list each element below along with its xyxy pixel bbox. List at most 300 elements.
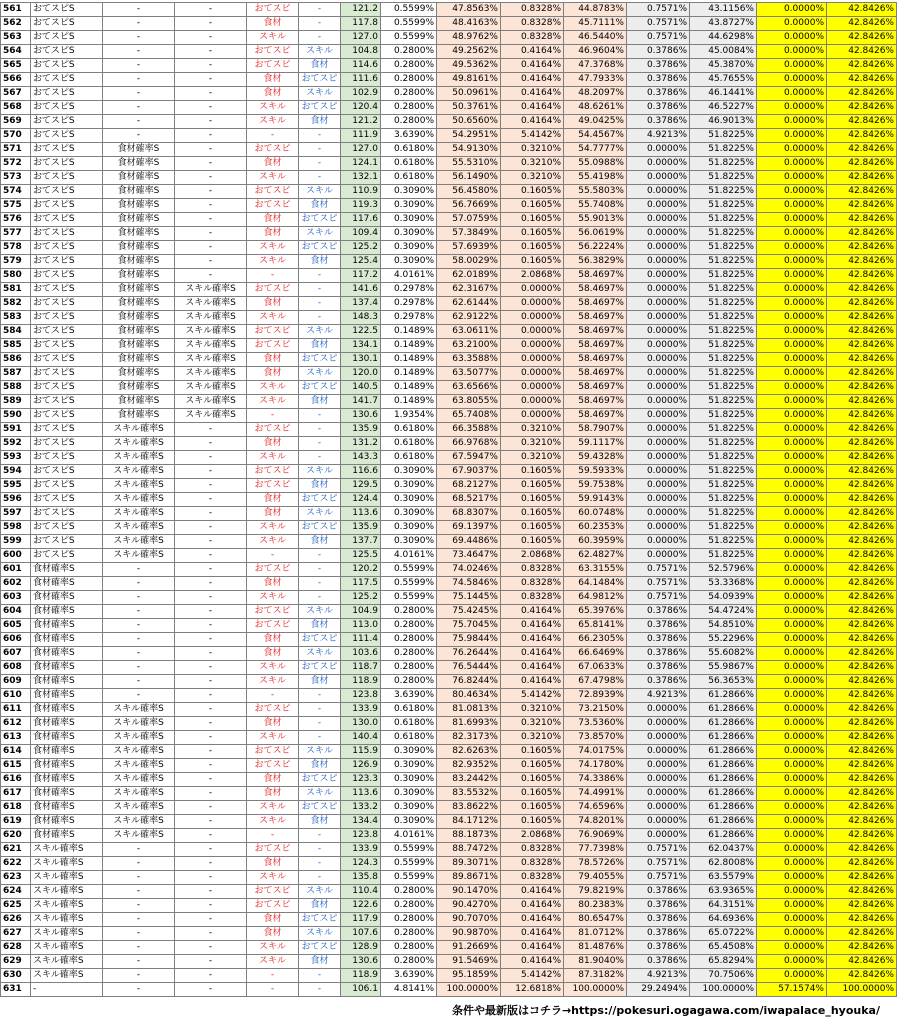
sub-skill-2-cell: 食材確率S [103, 325, 175, 339]
probability-4-cell: 0.0000% [757, 115, 827, 129]
probability-1-cell: 0.5599% [381, 31, 437, 45]
cumulative-3-cell: 61.2866% [690, 787, 757, 801]
cumulative-2-cell: 55.7408% [564, 199, 627, 213]
probability-3-cell: 0.0000% [627, 339, 690, 353]
table-row [1, 395, 897, 409]
cumulative-2-cell: 66.2305% [564, 633, 627, 647]
probability-4-cell: 0.0000% [757, 885, 827, 899]
probability-1-cell: 0.1489% [381, 395, 437, 409]
cumulative-1-cell: 89.3071% [437, 857, 501, 871]
sub-skill-2-cell: スキル確率S [103, 549, 175, 563]
probability-1-cell: 4.0161% [381, 829, 437, 843]
probability-4-cell: 0.0000% [757, 241, 827, 255]
nature-up-cell: おてスピ [247, 3, 299, 17]
strength-value-cell: 125.5 [341, 549, 381, 563]
probability-3-cell: 0.7571% [627, 3, 690, 17]
row-number-cell: 599 [1, 535, 31, 549]
row-number-cell: 589 [1, 395, 31, 409]
strength-value-cell: 104.9 [341, 605, 381, 619]
cumulative-1-cell: 49.2562% [437, 45, 501, 59]
probability-3-cell: 0.0000% [627, 185, 690, 199]
table-row [1, 577, 897, 591]
sub-skill-3-cell: - [175, 969, 247, 983]
row-number-cell: 608 [1, 661, 31, 675]
sub-skill-3-cell: - [175, 101, 247, 115]
probability-1-cell: 0.2800% [381, 59, 437, 73]
strength-value-cell: 117.6 [341, 213, 381, 227]
cumulative-1-cell: 58.0029% [437, 255, 501, 269]
sub-skill-3-cell: - [175, 871, 247, 885]
row-number-cell: 563 [1, 31, 31, 45]
cumulative-4-cell: 42.8426% [827, 465, 897, 479]
row-number-cell: 582 [1, 297, 31, 311]
nature-up-cell: おてスピ [247, 143, 299, 157]
probability-2-cell: 5.4142% [501, 689, 564, 703]
cumulative-4-cell: 42.8426% [827, 633, 897, 647]
cumulative-2-cell: 46.5440% [564, 31, 627, 45]
strength-value-cell: 123.8 [341, 829, 381, 843]
probability-3-cell: 0.0000% [627, 255, 690, 269]
cumulative-2-cell: 74.1780% [564, 759, 627, 773]
sub-skill-2-cell: - [103, 605, 175, 619]
probability-4-cell: 0.0000% [757, 941, 827, 955]
strength-value-cell: 117.2 [341, 269, 381, 283]
sub-skill-3-cell: - [175, 955, 247, 969]
nature-up-cell: スキル [247, 255, 299, 269]
probability-4-cell: 0.0000% [757, 45, 827, 59]
nature-down-cell: 食材 [299, 955, 341, 969]
sub-skill-2-cell: - [103, 59, 175, 73]
cumulative-1-cell: 48.4163% [437, 17, 501, 31]
sub-skill-3-cell: - [175, 801, 247, 815]
table-row [1, 759, 897, 773]
sub-skill-3-cell: スキル確率S [175, 409, 247, 423]
sub-skill-2-cell: 食材確率S [103, 171, 175, 185]
row-number-cell: 596 [1, 493, 31, 507]
sub-skill-1-cell: おてスピS [31, 129, 103, 143]
sub-skill-1-cell: おてスピS [31, 465, 103, 479]
sub-skill-3-cell: - [175, 885, 247, 899]
cumulative-2-cell: 55.9013% [564, 213, 627, 227]
sub-skill-2-cell: 食材確率S [103, 185, 175, 199]
probability-2-cell: 0.8328% [501, 843, 564, 857]
row-number-cell: 590 [1, 409, 31, 423]
nature-down-cell: スキル [299, 647, 341, 661]
nature-up-cell: スキル [247, 31, 299, 45]
table-row [1, 535, 897, 549]
cumulative-2-cell: 79.4055% [564, 871, 627, 885]
cumulative-2-cell: 58.4697% [564, 409, 627, 423]
row-number-cell: 628 [1, 941, 31, 955]
cumulative-3-cell: 43.1156% [690, 3, 757, 17]
probability-3-cell: 0.0000% [627, 521, 690, 535]
row-number-cell: 620 [1, 829, 31, 843]
cumulative-3-cell: 51.8225% [690, 227, 757, 241]
probability-1-cell: 0.3090% [381, 479, 437, 493]
cumulative-3-cell: 51.8225% [690, 157, 757, 171]
strength-value-cell: 122.6 [341, 899, 381, 913]
cumulative-3-cell: 65.4508% [690, 941, 757, 955]
cumulative-2-cell: 66.6469% [564, 647, 627, 661]
table-row [1, 465, 897, 479]
nature-up-cell: 食材 [247, 647, 299, 661]
cumulative-3-cell: 51.8225% [690, 199, 757, 213]
cumulative-1-cell: 68.5217% [437, 493, 501, 507]
sub-skill-1-cell: 食材確率S [31, 773, 103, 787]
sub-skill-1-cell: おてスピS [31, 255, 103, 269]
probability-2-cell: 0.4164% [501, 45, 564, 59]
row-number-cell: 617 [1, 787, 31, 801]
cumulative-4-cell: 42.8426% [827, 297, 897, 311]
cumulative-2-cell: 48.6261% [564, 101, 627, 115]
sub-skill-1-cell: おてスピS [31, 17, 103, 31]
sub-skill-1-cell: おてスピS [31, 185, 103, 199]
sub-skill-3-cell: スキル確率S [175, 283, 247, 297]
cumulative-3-cell: 54.8510% [690, 619, 757, 633]
probability-2-cell: 0.1605% [501, 535, 564, 549]
table-row [1, 689, 897, 703]
strength-value-cell: 130.6 [341, 409, 381, 423]
probability-1-cell: 3.6390% [381, 689, 437, 703]
cumulative-2-cell: 81.9040% [564, 955, 627, 969]
cumulative-4-cell: 42.8426% [827, 101, 897, 115]
sub-skill-2-cell: 食材確率S [103, 143, 175, 157]
cumulative-4-cell: 42.8426% [827, 899, 897, 913]
sub-skill-3-cell: - [175, 843, 247, 857]
sub-skill-1-cell: 食材確率S [31, 591, 103, 605]
sub-skill-2-cell: - [103, 885, 175, 899]
cumulative-2-cell: 62.4827% [564, 549, 627, 563]
table-row [1, 927, 897, 941]
sub-skill-1-cell: おてスピS [31, 199, 103, 213]
probability-4-cell: 0.0000% [757, 549, 827, 563]
cumulative-2-cell: 48.2097% [564, 87, 627, 101]
sub-skill-3-cell: - [175, 549, 247, 563]
cumulative-4-cell: 42.8426% [827, 493, 897, 507]
sub-skill-1-cell: おてスピS [31, 143, 103, 157]
probability-1-cell: 0.2800% [381, 73, 437, 87]
probability-3-cell: 4.9213% [627, 689, 690, 703]
cumulative-4-cell: 42.8426% [827, 815, 897, 829]
sub-skill-1-cell: 食材確率S [31, 619, 103, 633]
sub-skill-2-cell: - [103, 843, 175, 857]
cumulative-4-cell: 42.8426% [827, 31, 897, 45]
cumulative-2-cell: 59.5933% [564, 465, 627, 479]
sub-skill-1-cell: 食材確率S [31, 829, 103, 843]
strength-value-cell: 121.2 [341, 115, 381, 129]
table-row [1, 675, 897, 689]
cumulative-4-cell: 42.8426% [827, 199, 897, 213]
probability-1-cell: 3.6390% [381, 969, 437, 983]
sub-skill-3-cell: - [175, 717, 247, 731]
cumulative-3-cell: 51.8225% [690, 283, 757, 297]
nature-up-cell: スキル [247, 521, 299, 535]
nature-down-cell: - [299, 171, 341, 185]
cumulative-2-cell: 77.7398% [564, 843, 627, 857]
table-row [1, 913, 897, 927]
cumulative-4-cell: 42.8426% [827, 703, 897, 717]
cumulative-1-cell: 57.3849% [437, 227, 501, 241]
nature-down-cell: スキル [299, 185, 341, 199]
cumulative-1-cell: 68.2127% [437, 479, 501, 493]
sub-skill-1-cell: おてスピS [31, 521, 103, 535]
probability-4-cell: 0.0000% [757, 409, 827, 423]
table-row [1, 353, 897, 367]
cumulative-1-cell: 67.9037% [437, 465, 501, 479]
probability-3-cell: 0.0000% [627, 549, 690, 563]
nature-down-cell: - [299, 157, 341, 171]
nature-up-cell: - [247, 689, 299, 703]
table-row [1, 549, 897, 563]
probability-4-cell: 0.0000% [757, 227, 827, 241]
sub-skill-3-cell: - [175, 213, 247, 227]
table-row [1, 661, 897, 675]
cumulative-4-cell: 42.8426% [827, 381, 897, 395]
nature-up-cell: おてスピ [247, 199, 299, 213]
cumulative-3-cell: 51.8225% [690, 465, 757, 479]
nature-up-cell: スキル [247, 801, 299, 815]
table-row [1, 157, 897, 171]
cumulative-4-cell: 42.8426% [827, 87, 897, 101]
nature-down-cell: - [299, 143, 341, 157]
probability-2-cell: 0.8328% [501, 31, 564, 45]
row-number-cell: 621 [1, 843, 31, 857]
probability-4-cell: 0.0000% [757, 325, 827, 339]
strength-value-cell: 117.5 [341, 577, 381, 591]
cumulative-1-cell: 63.5077% [437, 367, 501, 381]
probability-3-cell: 0.7571% [627, 577, 690, 591]
cumulative-4-cell: 42.8426% [827, 367, 897, 381]
cumulative-1-cell: 90.9870% [437, 927, 501, 941]
probability-3-cell: 0.3786% [627, 647, 690, 661]
sub-skill-3-cell: - [175, 829, 247, 843]
nature-up-cell: 食材 [247, 507, 299, 521]
nature-down-cell: スキル [299, 885, 341, 899]
nature-up-cell: おてスピ [247, 325, 299, 339]
cumulative-2-cell: 58.4697% [564, 269, 627, 283]
nature-down-cell: - [299, 703, 341, 717]
probability-3-cell: 0.0000% [627, 717, 690, 731]
cumulative-2-cell: 64.1484% [564, 577, 627, 591]
probability-1-cell: 0.6180% [381, 437, 437, 451]
strength-value-cell: 134.4 [341, 815, 381, 829]
sub-skill-1-cell: スキル確率S [31, 955, 103, 969]
probability-2-cell: 0.1605% [501, 493, 564, 507]
nature-down-cell: おてスピ [299, 213, 341, 227]
strength-value-cell: 137.7 [341, 535, 381, 549]
sub-skill-3-cell: - [175, 3, 247, 17]
sub-skill-1-cell: 食材確率S [31, 675, 103, 689]
sub-skill-3-cell: - [175, 647, 247, 661]
cumulative-2-cell: 58.4697% [564, 311, 627, 325]
probability-2-cell: 0.1605% [501, 241, 564, 255]
row-number-cell: 591 [1, 423, 31, 437]
nature-down-cell: - [299, 31, 341, 45]
nature-down-cell: - [299, 689, 341, 703]
probability-2-cell: 0.3210% [501, 451, 564, 465]
table-row [1, 423, 897, 437]
sub-skill-1-cell: スキル確率S [31, 941, 103, 955]
nature-up-cell: - [247, 983, 299, 997]
probability-2-cell: 0.1605% [501, 227, 564, 241]
sub-skill-3-cell: - [175, 899, 247, 913]
probability-4-cell: 0.0000% [757, 129, 827, 143]
sub-skill-3-cell: スキル確率S [175, 311, 247, 325]
probability-2-cell: 0.3210% [501, 171, 564, 185]
nature-up-cell: 食材 [247, 773, 299, 787]
table-row [1, 269, 897, 283]
cumulative-2-cell: 81.4876% [564, 941, 627, 955]
row-number-cell: 571 [1, 143, 31, 157]
nature-up-cell: 食材 [247, 437, 299, 451]
sub-skill-1-cell: スキル確率S [31, 899, 103, 913]
nature-down-cell: - [299, 829, 341, 843]
cumulative-4-cell: 42.8426% [827, 619, 897, 633]
cumulative-3-cell: 43.8727% [690, 17, 757, 31]
cumulative-4-cell: 42.8426% [827, 311, 897, 325]
probability-4-cell: 0.0000% [757, 675, 827, 689]
sub-skill-2-cell: - [103, 129, 175, 143]
probability-3-cell: 0.7571% [627, 843, 690, 857]
probability-4-cell: 0.0000% [757, 745, 827, 759]
strength-value-cell: 125.4 [341, 255, 381, 269]
row-number-cell: 610 [1, 689, 31, 703]
probability-3-cell: 0.3786% [627, 633, 690, 647]
probability-2-cell: 0.0000% [501, 395, 564, 409]
sub-skill-1-cell: おてスピS [31, 3, 103, 17]
cumulative-3-cell: 61.2866% [690, 745, 757, 759]
sub-skill-2-cell: 食材確率S [103, 311, 175, 325]
probability-4-cell: 0.0000% [757, 829, 827, 843]
sub-skill-1-cell: おてスピS [31, 409, 103, 423]
probability-4-cell: 0.0000% [757, 59, 827, 73]
strength-value-cell: 120.2 [341, 563, 381, 577]
probability-3-cell: 0.0000% [627, 353, 690, 367]
sub-skill-1-cell: スキル確率S [31, 885, 103, 899]
probability-2-cell: 0.3210% [501, 423, 564, 437]
probability-1-cell: 0.1489% [381, 353, 437, 367]
nature-up-cell: 食材 [247, 87, 299, 101]
cumulative-3-cell: 51.8225% [690, 451, 757, 465]
cumulative-3-cell: 52.5796% [690, 563, 757, 577]
nature-down-cell: 食材 [299, 479, 341, 493]
sub-skill-1-cell: おてスピS [31, 101, 103, 115]
sub-skill-2-cell: スキル確率S [103, 787, 175, 801]
probability-2-cell: 0.3210% [501, 703, 564, 717]
probability-4-cell: 0.0000% [757, 801, 827, 815]
sub-skill-1-cell: 食材確率S [31, 703, 103, 717]
nature-up-cell: - [247, 829, 299, 843]
footer-link-text[interactable]: 条件や最新版はコチラ→https://pokesuri.ogagawa.com/iwapalace_hyouka/ [451, 1004, 880, 1017]
row-number-cell: 631 [1, 983, 31, 997]
cumulative-2-cell: 63.3155% [564, 563, 627, 577]
strength-value-cell: 113.6 [341, 787, 381, 801]
table-row [1, 185, 897, 199]
sub-skill-2-cell: 食材確率S [103, 409, 175, 423]
sub-skill-2-cell: スキル確率S [103, 465, 175, 479]
cumulative-1-cell: 63.0611% [437, 325, 501, 339]
nature-up-cell: スキル [247, 955, 299, 969]
probability-2-cell: 0.4164% [501, 73, 564, 87]
table-row [1, 731, 897, 745]
cumulative-2-cell: 81.0712% [564, 927, 627, 941]
sub-skill-2-cell: 食材確率S [103, 339, 175, 353]
sub-skill-1-cell: おてスピS [31, 535, 103, 549]
probability-2-cell: 0.0000% [501, 311, 564, 325]
sub-skill-3-cell: - [175, 143, 247, 157]
nature-up-cell: 食材 [247, 213, 299, 227]
sub-skill-3-cell: - [175, 115, 247, 129]
probability-4-cell: 0.0000% [757, 647, 827, 661]
cumulative-4-cell: 42.8426% [827, 549, 897, 563]
cumulative-2-cell: 55.4198% [564, 171, 627, 185]
probability-4-cell: 0.0000% [757, 815, 827, 829]
cumulative-2-cell: 49.0425% [564, 115, 627, 129]
probability-2-cell: 0.4164% [501, 101, 564, 115]
strength-value-cell: 131.2 [341, 437, 381, 451]
cumulative-2-cell: 46.9604% [564, 45, 627, 59]
strength-value-cell: 114.6 [341, 59, 381, 73]
row-number-cell: 586 [1, 353, 31, 367]
probability-2-cell: 0.3210% [501, 143, 564, 157]
cumulative-1-cell: 57.0759% [437, 213, 501, 227]
cumulative-4-cell: 42.8426% [827, 577, 897, 591]
probability-3-cell: 0.3786% [627, 605, 690, 619]
sub-skill-3-cell: - [175, 703, 247, 717]
probability-3-cell: 0.0000% [627, 171, 690, 185]
cumulative-3-cell: 51.8225% [690, 339, 757, 353]
table-row [1, 45, 897, 59]
cumulative-4-cell: 42.8426% [827, 115, 897, 129]
row-number-cell: 573 [1, 171, 31, 185]
probability-2-cell: 2.0868% [501, 829, 564, 843]
sub-skill-1-cell: 食材確率S [31, 801, 103, 815]
cumulative-1-cell: 73.4647% [437, 549, 501, 563]
nature-up-cell: スキル [247, 535, 299, 549]
probability-3-cell: 29.2494% [627, 983, 690, 997]
row-number-cell: 618 [1, 801, 31, 815]
probability-2-cell: 0.3210% [501, 731, 564, 745]
probability-1-cell: 0.3090% [381, 801, 437, 815]
nature-down-cell: 食材 [299, 255, 341, 269]
probability-3-cell: 0.0000% [627, 269, 690, 283]
cumulative-2-cell: 73.8570% [564, 731, 627, 745]
nature-down-cell: 食材 [299, 815, 341, 829]
cumulative-1-cell: 80.4634% [437, 689, 501, 703]
cumulative-2-cell: 64.9812% [564, 591, 627, 605]
nature-down-cell: - [299, 591, 341, 605]
nature-up-cell: おてスピ [247, 605, 299, 619]
probability-4-cell: 0.0000% [757, 927, 827, 941]
probability-4-cell: 0.0000% [757, 283, 827, 297]
probability-2-cell: 12.6818% [501, 983, 564, 997]
cumulative-3-cell: 64.6936% [690, 913, 757, 927]
nature-down-cell: おてスピ [299, 661, 341, 675]
strength-value-cell: 122.5 [341, 325, 381, 339]
probability-3-cell: 0.0000% [627, 199, 690, 213]
cumulative-3-cell: 51.8225% [690, 269, 757, 283]
row-number-cell: 607 [1, 647, 31, 661]
cumulative-2-cell: 56.2224% [564, 241, 627, 255]
probability-2-cell: 0.0000% [501, 325, 564, 339]
probability-2-cell: 0.4164% [501, 941, 564, 955]
table-row [1, 605, 897, 619]
cumulative-4-cell: 42.8426% [827, 661, 897, 675]
nature-down-cell: スキル [299, 465, 341, 479]
probability-3-cell: 0.0000% [627, 395, 690, 409]
probability-4-cell: 0.0000% [757, 857, 827, 871]
probability-4-cell: 0.0000% [757, 297, 827, 311]
